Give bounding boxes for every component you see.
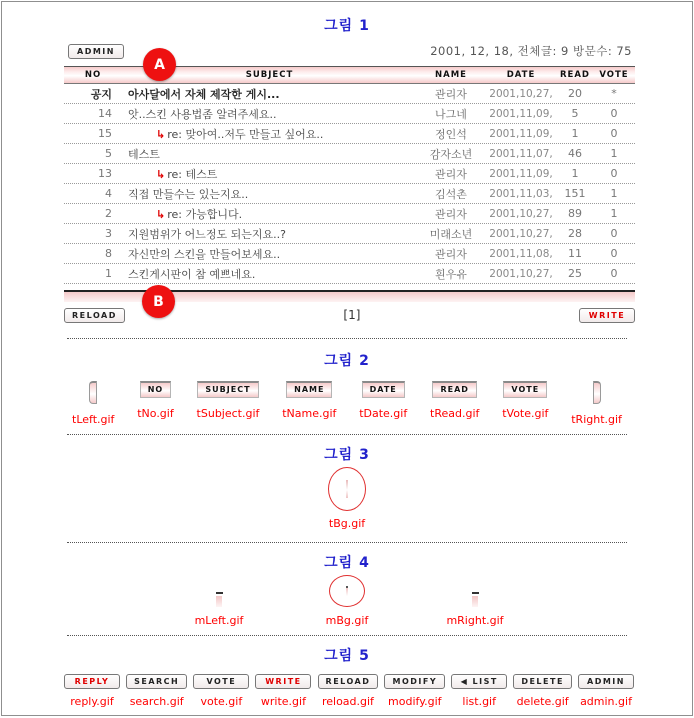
header-chip-image: DATE bbox=[362, 381, 405, 398]
figure4-title: 그림 4 bbox=[324, 555, 370, 571]
table-row bbox=[64, 104, 635, 124]
asset-filename: vote.gif bbox=[200, 695, 243, 708]
post-number: 14 bbox=[98, 107, 112, 120]
button-asset bbox=[193, 674, 249, 708]
column-header-no: NO bbox=[84, 70, 102, 80]
figure4-assets bbox=[2, 575, 692, 627]
callout-a: A bbox=[143, 48, 176, 81]
post-number: 13 bbox=[98, 167, 112, 180]
asset-filename: write.gif bbox=[260, 695, 306, 708]
modify-button[interactable]: MODIFY bbox=[384, 674, 445, 689]
table-row bbox=[64, 204, 635, 224]
table-row bbox=[64, 144, 635, 164]
post-date: 2001,11,09, bbox=[489, 107, 553, 120]
admin-button[interactable]: ADMIN bbox=[578, 674, 634, 689]
post-subject-link[interactable] bbox=[122, 186, 417, 202]
table-row bbox=[64, 184, 635, 204]
post-number: 5 bbox=[105, 147, 112, 160]
right-cap-image bbox=[593, 381, 601, 404]
admin-button[interactable]: ADMIN bbox=[68, 44, 124, 59]
asset-filename: tVote.gif bbox=[502, 407, 549, 420]
post-read-count: 20 bbox=[568, 87, 582, 100]
separator bbox=[67, 434, 627, 435]
post-subject-text: re: 맞아여..저두 만들고 싶어요.. bbox=[167, 127, 324, 141]
tbg-asset bbox=[2, 467, 692, 511]
post-subject-link[interactable] bbox=[122, 206, 417, 222]
post-date: 2001,11,07, bbox=[489, 147, 553, 160]
post-author: 관리자 bbox=[435, 167, 467, 181]
post-vote-count: 1 bbox=[610, 187, 618, 200]
post-read-count: 5 bbox=[571, 107, 579, 120]
header-chip-image: SUBJECT bbox=[197, 381, 258, 398]
post-number: 4 bbox=[105, 187, 112, 200]
post-read-count: 25 bbox=[568, 267, 582, 280]
post-author: 미래소년 bbox=[429, 227, 473, 241]
reply-button[interactable]: REPLY bbox=[64, 674, 120, 689]
post-read-count: 1 bbox=[571, 127, 579, 140]
table-row bbox=[64, 124, 635, 144]
edge-image bbox=[216, 592, 223, 607]
separator bbox=[67, 542, 627, 543]
delete-button[interactable]: DELETE bbox=[513, 674, 572, 689]
board-rows bbox=[64, 84, 635, 284]
column-header-read: READ bbox=[560, 70, 590, 80]
post-subject-link[interactable] bbox=[122, 106, 417, 122]
post-subject-text: re: 가능합니다. bbox=[167, 207, 243, 221]
figure1-title: 그림 1 bbox=[324, 18, 370, 34]
asset-filename: tSubject.gif bbox=[196, 407, 260, 420]
post-number: 15 bbox=[98, 127, 112, 140]
table-row bbox=[64, 84, 635, 104]
asset-item bbox=[359, 381, 407, 426]
post-date: 2001,11,09, bbox=[489, 127, 553, 140]
column-header-date: DATE bbox=[506, 70, 536, 80]
post-date: 2001,11,08, bbox=[489, 247, 553, 260]
post-read-count: 11 bbox=[568, 247, 582, 260]
asset-filename: reply.gif bbox=[70, 695, 114, 708]
button-asset bbox=[126, 674, 187, 708]
post-vote-count: 1 bbox=[610, 147, 618, 160]
post-author: 관리자 bbox=[435, 207, 467, 221]
reply-arrow-icon: ↳ bbox=[156, 167, 166, 181]
tbg-image bbox=[346, 480, 348, 498]
post-date: 2001,10,27, bbox=[489, 227, 553, 240]
button-asset bbox=[318, 674, 379, 708]
header-chip-image: READ bbox=[432, 381, 476, 398]
asset-item bbox=[282, 381, 336, 426]
asset-filename: tDate.gif bbox=[359, 407, 408, 420]
asset-item bbox=[430, 381, 479, 426]
asset-item bbox=[502, 381, 548, 426]
asset-filename: search.gif bbox=[129, 695, 184, 708]
post-subject-text: 스킨게시판이 참 예쁘네요. bbox=[128, 267, 256, 281]
figure5-title: 그림 5 bbox=[324, 648, 370, 664]
post-read-count: 1 bbox=[571, 167, 579, 180]
post-number: 1 bbox=[105, 267, 112, 280]
post-subject-link[interactable] bbox=[122, 266, 417, 282]
page bbox=[1, 1, 693, 716]
post-vote-count: 0 bbox=[610, 167, 618, 180]
asset-item bbox=[571, 381, 622, 426]
post-date: 2001,10,27, bbox=[489, 87, 553, 100]
asset-filename: tRead.gif bbox=[430, 407, 480, 420]
post-read-count: 28 bbox=[568, 227, 582, 240]
table-row bbox=[64, 264, 635, 284]
asset-filename: tLeft.gif bbox=[72, 413, 115, 426]
callout-b: B bbox=[142, 285, 175, 318]
table-row bbox=[64, 224, 635, 244]
post-author: 관리자 bbox=[435, 87, 467, 101]
reply-arrow-icon: ↳ bbox=[156, 207, 166, 221]
post-subject-link[interactable] bbox=[122, 226, 417, 242]
post-vote-count: 0 bbox=[610, 127, 618, 140]
post-author: 감자소년 bbox=[429, 147, 473, 161]
post-subject-text: 테스트 bbox=[128, 147, 160, 161]
asset-filename: admin.gif bbox=[580, 695, 632, 708]
post-subject-link[interactable] bbox=[122, 146, 417, 162]
asset-item bbox=[155, 575, 283, 627]
button-asset bbox=[578, 674, 634, 708]
figure2-assets bbox=[72, 381, 622, 426]
edge-sliver-image bbox=[472, 596, 478, 607]
asset-filename: mRight.gif bbox=[446, 614, 504, 627]
post-vote-count: 0 bbox=[610, 107, 618, 120]
button-asset bbox=[384, 674, 445, 708]
post-vote-count: 0 bbox=[610, 247, 618, 260]
post-number: 2 bbox=[105, 207, 112, 220]
column-header-subject: SUBJECT bbox=[245, 70, 294, 80]
header-chip-image: NAME bbox=[286, 381, 332, 398]
post-author: 김석촌 bbox=[435, 187, 467, 201]
post-number: 3 bbox=[105, 227, 112, 240]
write-button[interactable]: WRITE bbox=[579, 308, 635, 323]
header-chip-image: VOTE bbox=[503, 381, 547, 398]
edge-image bbox=[472, 592, 479, 607]
edge-top-dash bbox=[472, 592, 479, 594]
post-vote-count: 0 bbox=[610, 267, 618, 280]
list-button[interactable]: ◀ LIST bbox=[451, 674, 507, 689]
post-read-count: 46 bbox=[568, 147, 582, 160]
button-asset bbox=[513, 674, 572, 708]
asset-filename: modify.gif bbox=[388, 695, 442, 708]
vote-button[interactable]: VOTE bbox=[193, 674, 249, 689]
post-vote-count: * bbox=[611, 87, 617, 100]
column-header-name: NAME bbox=[435, 70, 467, 80]
edge-sliver-image bbox=[216, 596, 222, 607]
button-asset bbox=[64, 674, 120, 708]
post-subject-link[interactable] bbox=[122, 86, 417, 102]
button-asset bbox=[451, 674, 507, 708]
post-number: 공지 bbox=[90, 87, 112, 101]
asset-filename: delete.gif bbox=[516, 695, 569, 708]
asset-item bbox=[137, 381, 174, 426]
table-row bbox=[64, 164, 635, 184]
asset-filename: mLeft.gif bbox=[194, 614, 244, 627]
post-subject-link[interactable] bbox=[122, 246, 417, 262]
post-vote-count: 0 bbox=[610, 227, 618, 240]
button-asset bbox=[255, 674, 311, 708]
post-subject-text: 아사달에서 자체 제작한 게시... bbox=[128, 87, 280, 101]
post-read-count: 89 bbox=[568, 207, 582, 220]
highlight-circle bbox=[328, 467, 366, 511]
asset-item bbox=[72, 381, 114, 426]
post-date: 2001,11,03, bbox=[489, 187, 553, 200]
asset-item bbox=[411, 575, 539, 627]
post-date: 2001,10,27, bbox=[489, 207, 553, 220]
post-subject-link[interactable] bbox=[122, 126, 417, 142]
post-author: 나그네 bbox=[435, 107, 467, 121]
highlight-circle bbox=[329, 575, 365, 607]
post-subject-text: 직접 만들수는 있는지요.. bbox=[128, 187, 249, 201]
board-stats-text: 2001, 12, 18, 전체글: 9 방문수: 75 bbox=[430, 44, 632, 58]
post-subject-text: 지원범위가 어느정도 되는지요..? bbox=[128, 227, 286, 241]
left-cap-image bbox=[89, 381, 97, 404]
table-row bbox=[64, 244, 635, 264]
post-date: 2001,11,09, bbox=[489, 167, 553, 180]
header-chip-image: NO bbox=[140, 381, 172, 398]
separator bbox=[67, 338, 627, 339]
post-subject-text: re: 테스트 bbox=[167, 167, 218, 181]
asset-filename: reload.gif bbox=[321, 695, 374, 708]
figure2-title: 그림 2 bbox=[324, 353, 370, 369]
post-read-count: 151 bbox=[564, 187, 586, 200]
tbg-label: tBg.gif bbox=[328, 517, 366, 530]
asset-filename: tRight.gif bbox=[571, 413, 622, 426]
asset-item bbox=[197, 381, 260, 426]
separator bbox=[67, 635, 627, 636]
post-vote-count: 1 bbox=[610, 207, 618, 220]
write-button[interactable]: WRITE bbox=[255, 674, 311, 689]
page-indicator[interactable]: [1] bbox=[343, 308, 361, 322]
asset-filename: tNo.gif bbox=[137, 407, 174, 420]
figure3-title: 그림 3 bbox=[324, 447, 370, 463]
asset-filename: tName.gif bbox=[282, 407, 337, 420]
search-button[interactable]: SEARCH bbox=[126, 674, 187, 689]
post-subject-text: 앗..스킨 사용법좀 알려주세요.. bbox=[128, 107, 277, 121]
reply-arrow-icon: ↳ bbox=[156, 127, 166, 141]
post-author: 흰우유 bbox=[435, 267, 467, 281]
asset-filename: list.gif bbox=[462, 695, 496, 708]
post-subject-text: 자신만의 스킨을 만들어보세요.. bbox=[128, 247, 281, 261]
mbg-image bbox=[346, 586, 348, 596]
post-author: 관리자 bbox=[435, 247, 467, 261]
asset-filename: mBg.gif bbox=[325, 614, 369, 627]
board-table bbox=[64, 66, 635, 284]
figure5-buttons bbox=[64, 674, 634, 708]
reload-button[interactable]: RELOAD bbox=[64, 308, 125, 323]
column-header-vote: VOTE bbox=[599, 70, 629, 80]
asset-item bbox=[283, 575, 411, 627]
post-subject-link[interactable] bbox=[122, 166, 417, 182]
post-date: 2001,10,27, bbox=[489, 267, 553, 280]
post-author: 정인석 bbox=[435, 127, 467, 141]
post-number: 8 bbox=[105, 247, 112, 260]
reload-button[interactable]: RELOAD bbox=[318, 674, 379, 689]
edge-top-dash bbox=[216, 592, 223, 594]
